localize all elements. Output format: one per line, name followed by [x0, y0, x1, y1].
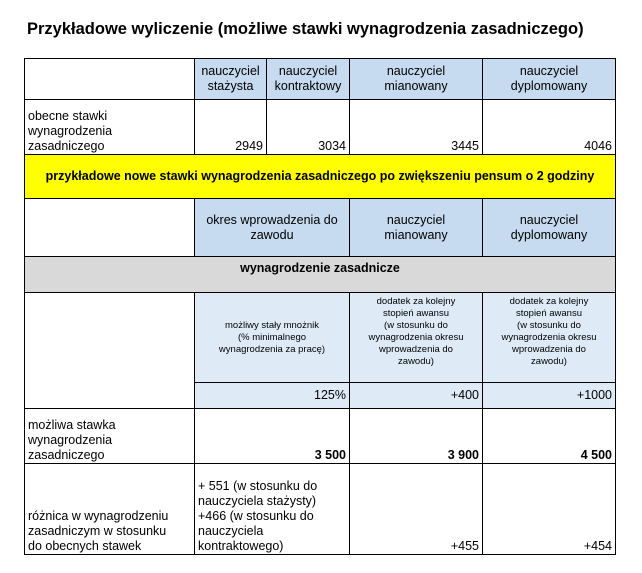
multiplier-dyplomowany: +1000: [483, 383, 616, 409]
header2-okres: okres wprowadzenia do zawodu: [195, 199, 350, 257]
banner-text: przykładowe nowe stawki wynagrodzenia zasadniczego po zwiększeniu pensum o 2 godziny: [25, 155, 616, 199]
possible-rate-mianowany: 3 900: [350, 409, 483, 464]
current-rate-mianowany: 3445: [350, 100, 483, 155]
possible-rate-okres: 3 500: [195, 409, 350, 464]
possible-rate-label: możliwa stawka wynagrodzenia zasadniczego: [25, 409, 195, 464]
current-rates-label: obecne stawki wynagrodzenia zasadniczego: [25, 100, 195, 155]
multiplier-mianowany: +400: [350, 383, 483, 409]
header2-row: [25, 199, 616, 257]
difference-mianowany: +455: [350, 464, 483, 555]
section-gray-row: [25, 257, 616, 293]
header-dyplomowany: nauczyciel dyplomowany: [483, 59, 616, 100]
current-rate-dyplomowany: 4046: [483, 100, 616, 155]
header-kontraktowy: nauczyciel kontraktowy: [267, 59, 350, 100]
header-stazysta: nauczyciel stażysta: [195, 59, 267, 100]
current-rate-stazysta: 2949: [195, 100, 267, 155]
header2-mianowany: nauczyciel mianowany: [350, 199, 483, 257]
banner-row: [25, 155, 616, 199]
header-mianowany: nauczyciel mianowany: [350, 59, 483, 100]
note-mianowany: dodatek za kolejny stopień awansu (w stosunku do wynagrodzenia okresu wprowadzenia do zawodu): [350, 293, 483, 383]
empty-cell: [25, 59, 195, 100]
section-gray-label: wynagrodzenie zasadnicze: [25, 257, 616, 293]
header2-dyplomowany: nauczyciel dyplomowany: [483, 199, 616, 257]
empty-cell: [25, 199, 195, 257]
difference-label: różnica w wynagrodzeniu zasadniczym w stosunku do obecnych stawek: [25, 464, 195, 555]
note-okres: możliwy stały mnożnik (% minimalnego wynagrodzenia za pracę): [195, 293, 350, 383]
header-row: [25, 59, 616, 100]
difference-dyplomowany: +454: [483, 464, 616, 555]
possible-rate-row: [25, 409, 616, 464]
note-dyplomowany: dodatek za kolejny stopień awansu (w stosunku do wynagrodzenia okresu wprowadzenia do zawodu): [483, 293, 616, 383]
page-title: Przykładowe wyliczenie (możliwe stawki wynagrodzenia zasadniczego): [27, 20, 584, 38]
current-rates-row: [25, 100, 616, 155]
difference-row: [25, 464, 616, 555]
multiplier-okres: 125%: [195, 383, 350, 409]
current-rate-kontraktowy: 3034: [267, 100, 350, 155]
empty-cell: [25, 293, 195, 409]
rates-table: [24, 58, 616, 555]
possible-rate-dyplomowany: 4 500: [483, 409, 616, 464]
notes-row: [25, 293, 616, 383]
difference-okres: + 551 (w stosunku do nauczyciela stażysty) +466 (w stosunku do nauczyciela kontraktowego): [195, 464, 350, 555]
